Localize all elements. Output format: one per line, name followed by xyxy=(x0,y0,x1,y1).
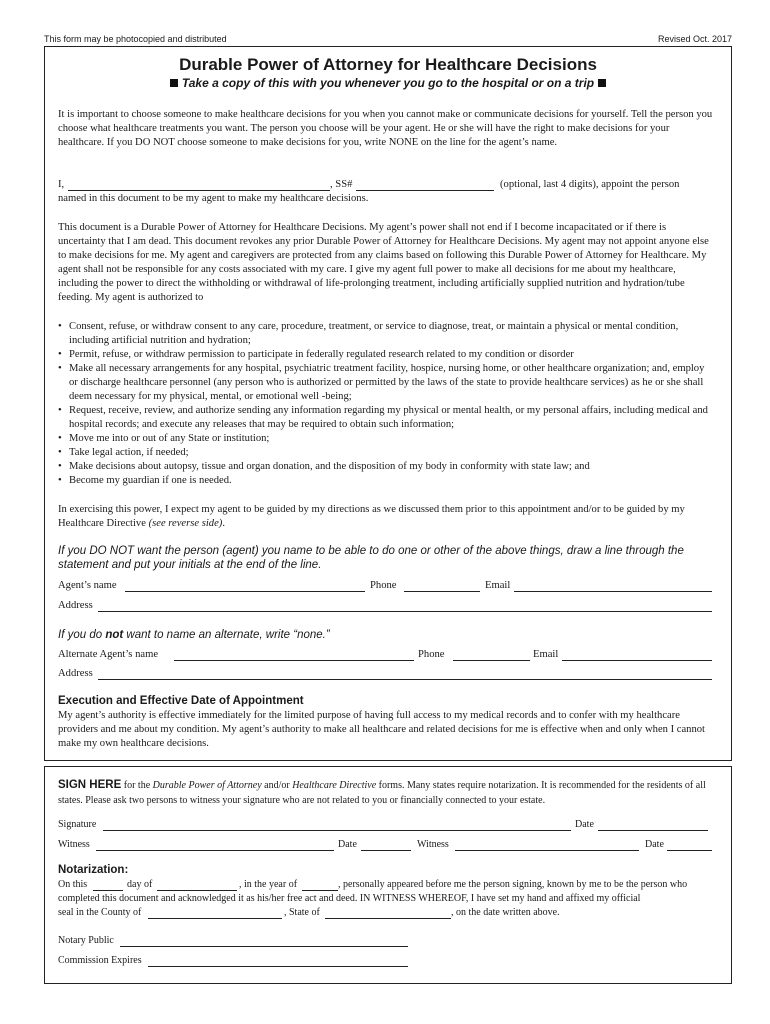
agent-name-line[interactable] xyxy=(125,579,365,592)
restriction-heading: If you DO NOT want the person (agent) you name to be able to do one or other of the above things, draw a line through the statement and put your initials at the end of the line. xyxy=(58,545,684,571)
alternate-phone-label: Phone xyxy=(418,649,445,660)
agent-phone-label: Phone xyxy=(370,580,397,591)
signature-line[interactable] xyxy=(103,818,571,831)
appointer-name-line[interactable] xyxy=(68,178,330,191)
notarization-heading: Notarization: xyxy=(58,864,129,876)
witness2-line[interactable] xyxy=(455,838,639,851)
alternate-name-line[interactable] xyxy=(174,648,414,661)
execution-heading: Execution and Effective Date of Appointment xyxy=(58,695,304,707)
notary-state-line[interactable] xyxy=(325,906,451,919)
intro-paragraph: It is important to choose someone to make healthcare decisions for you when you cannot make or communicate decisions for yourself. Tell the person you choose what healthcare treatments you want. The person you choose will be your agent. He or she will have the right to make decisions for your healthcare. If you DO NOT choose someone to make decisions for you, write NONE on the line for the agent’s name. xyxy=(58,109,713,148)
notary-county-label: seal in the County of xyxy=(58,907,142,918)
named-agent-text: named in this document to be my agent to make my healthcare decisions. xyxy=(58,193,369,204)
notary-year-line[interactable] xyxy=(302,878,338,891)
notary-public-label: Notary Public xyxy=(58,935,114,946)
square-bullet-icon xyxy=(598,79,606,87)
notary-month-label: day of xyxy=(127,879,153,890)
signature-date-line[interactable] xyxy=(598,818,708,831)
alternate-heading: If you do not want to name an alternate, write “none.” xyxy=(58,629,330,641)
witness2-label: Witness xyxy=(417,839,449,850)
notary-month-line[interactable] xyxy=(157,878,237,891)
witness2-date-line[interactable] xyxy=(667,838,712,851)
alternate-email-label: Email xyxy=(533,649,559,660)
notary-year-label: , in the year of xyxy=(239,879,298,890)
notary-appeared-text: , personally appeared before me the person signing, known by me to be the person who xyxy=(338,879,688,890)
ss-label: , SS# xyxy=(330,179,353,190)
form-title: Durable Power of Attorney for Healthcare Decisions xyxy=(179,55,597,74)
notary-witness-text: completed this document and acknowledged it as his/her free act and deed. IN WITNESS WHEREOF, I have set my hand and affixed my official xyxy=(58,893,641,904)
agent-email-label: Email xyxy=(485,580,511,591)
alternate-address-label: Address xyxy=(58,668,93,679)
alternate-email-line[interactable] xyxy=(562,648,712,661)
notary-county-line[interactable] xyxy=(148,906,282,919)
notary-day-label: On this xyxy=(58,879,88,890)
agent-email-line[interactable] xyxy=(514,579,712,592)
execution-paragraph: My agent’s authority is effective immediately for the limited purpose of having full access to my medical records and to confer with my healthcare providers and me about my condition. My agent’s authority to make all healthcare and related decisions for me is effective when and only when I cannot make my own healthcare decisions. xyxy=(58,710,705,749)
square-bullet-icon xyxy=(170,79,178,87)
witness1-line[interactable] xyxy=(96,838,334,851)
signature-label: Signature xyxy=(58,819,97,830)
alternate-phone-line[interactable] xyxy=(453,648,530,661)
alternate-name-label: Alternate Agent’s name xyxy=(58,649,159,660)
witness1-date-line[interactable] xyxy=(361,838,411,851)
alternate-address-line[interactable] xyxy=(98,667,712,680)
notary-day-line[interactable] xyxy=(93,878,123,891)
notary-date-text: , on the date written above. xyxy=(451,907,560,918)
exercising-paragraph: In exercising this power, I expect my agent to be guided by my directions as we discussed them prior to this appointment and/or to be guided by my Healthcare Directive (see reverse side). xyxy=(58,504,685,529)
witness1-label: Witness xyxy=(58,839,90,850)
signature-date-label: Date xyxy=(575,819,594,830)
sign-here-paragraph: SIGN HERE for the Durable Power of Attorney and/or Healthcare Directive forms. Many states require notarization. It is recommended for the residents of all states. Please ask two persons to witness your signature who are not related to you or financially connected to your estate. xyxy=(58,779,706,806)
notary-state-label: , State of xyxy=(284,907,320,918)
agent-address-line[interactable] xyxy=(98,599,712,612)
revision-date: Revised Oct. 2017 xyxy=(657,34,732,44)
agent-address-label: Address xyxy=(58,600,93,611)
commission-expires-label: Commission Expires xyxy=(58,955,142,966)
ss-number-line[interactable] xyxy=(356,178,494,191)
witness2-date-label: Date xyxy=(645,839,664,850)
subtitle-text: Take a copy of this with you whenever you go to the hospital or on a trip xyxy=(181,76,595,90)
witness1-date-label: Date xyxy=(338,839,357,850)
notary-public-line[interactable] xyxy=(120,934,408,947)
top-note-line xyxy=(44,34,732,44)
agent-name-label: Agent’s name xyxy=(58,580,117,591)
optional-digits-text: (optional, last 4 digits), appoint the person xyxy=(500,179,680,190)
form-subtitle xyxy=(44,76,732,90)
agent-phone-line[interactable] xyxy=(404,579,480,592)
appointer-label: I, xyxy=(58,179,65,190)
photocopy-note: This form may be photocopied and distributed xyxy=(44,34,227,44)
commission-expires-line[interactable] xyxy=(148,954,408,967)
power-description-paragraph: This document is a Durable Power of Attorney for Healthcare Decisions. My agent’s power shall not end if I become incapacitated or if there is uncertainty that I am dead. This document revokes any prior Durable Power of Attorney for Healthcare Decisions. My agent may not appoint anyone else to make decisions for me. My agent and caregivers are protected from any claims based on following this Durable Power of Attorney for Healthcare. My agent shall not be responsible for any costs associated with my care. I give my agent full power to make all decisions for me about my healthcare, including the power to direct the withholding or withdrawal of life-prolonging treatment, including artificially supplied nutrition and hydration/tube feeding. My agent is authorized to xyxy=(58,222,709,303)
